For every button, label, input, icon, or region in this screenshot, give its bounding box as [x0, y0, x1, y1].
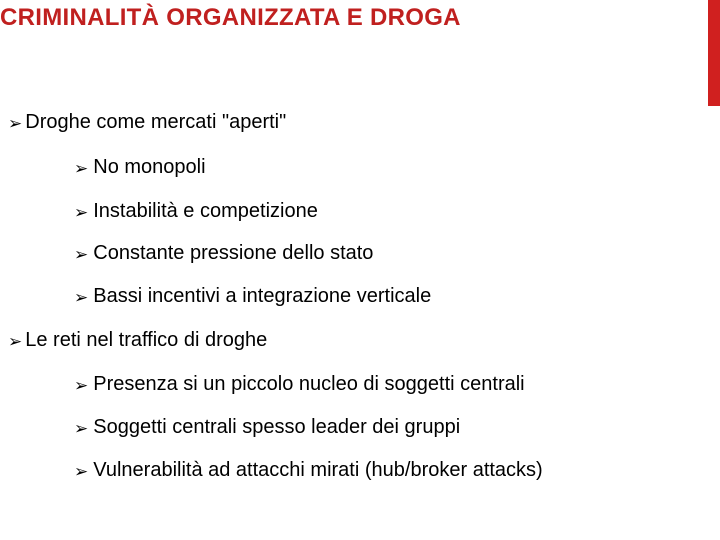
bullet-text: Droghe come mercati "aperti" — [25, 111, 287, 133]
sub-bullet-point — [74, 416, 460, 439]
sub-bullet-point — [74, 200, 318, 223]
sub-bullet-point — [74, 285, 431, 308]
slide-title: CRIMINALITÀ ORGANIZZATA E DROGA — [0, 4, 461, 31]
sub-bullet-text: Soggetti centrali spesso leader dei gruppi — [93, 416, 461, 438]
sub-bullet-point — [74, 156, 206, 179]
sub-bullet-point — [74, 373, 525, 396]
arrowhead-bullet-icon: ➢ — [74, 287, 89, 308]
sub-bullet-text: Bassi incentivi a integrazione verticale — [93, 285, 432, 307]
arrowhead-bullet-icon: ➢ — [8, 113, 23, 134]
bullet-text: Le reti nel traffico di droghe — [25, 329, 268, 351]
sub-bullet-point — [74, 459, 543, 482]
accent-bar — [708, 0, 720, 106]
sub-bullet-text: Constante pressione dello stato — [93, 242, 374, 264]
arrowhead-bullet-icon: ➢ — [74, 244, 89, 265]
bullet-point — [8, 329, 267, 352]
sub-bullet-text: Presenza si un piccolo nucleo di soggetti centrali — [93, 373, 525, 395]
arrowhead-bullet-icon: ➢ — [74, 375, 89, 396]
sub-bullet-point — [74, 242, 373, 265]
sub-bullet-text: No monopoli — [93, 156, 206, 178]
sub-bullet-text: Instabilità e competizione — [93, 200, 318, 222]
arrowhead-bullet-icon: ➢ — [74, 461, 89, 482]
arrowhead-bullet-icon: ➢ — [74, 158, 89, 179]
arrowhead-bullet-icon: ➢ — [74, 202, 89, 223]
arrowhead-bullet-icon: ➢ — [74, 418, 89, 439]
arrowhead-bullet-icon: ➢ — [8, 331, 23, 352]
bullet-point — [8, 111, 286, 134]
sub-bullet-text: Vulnerabilità ad attacchi mirati (hub/broker attacks) — [93, 459, 543, 481]
